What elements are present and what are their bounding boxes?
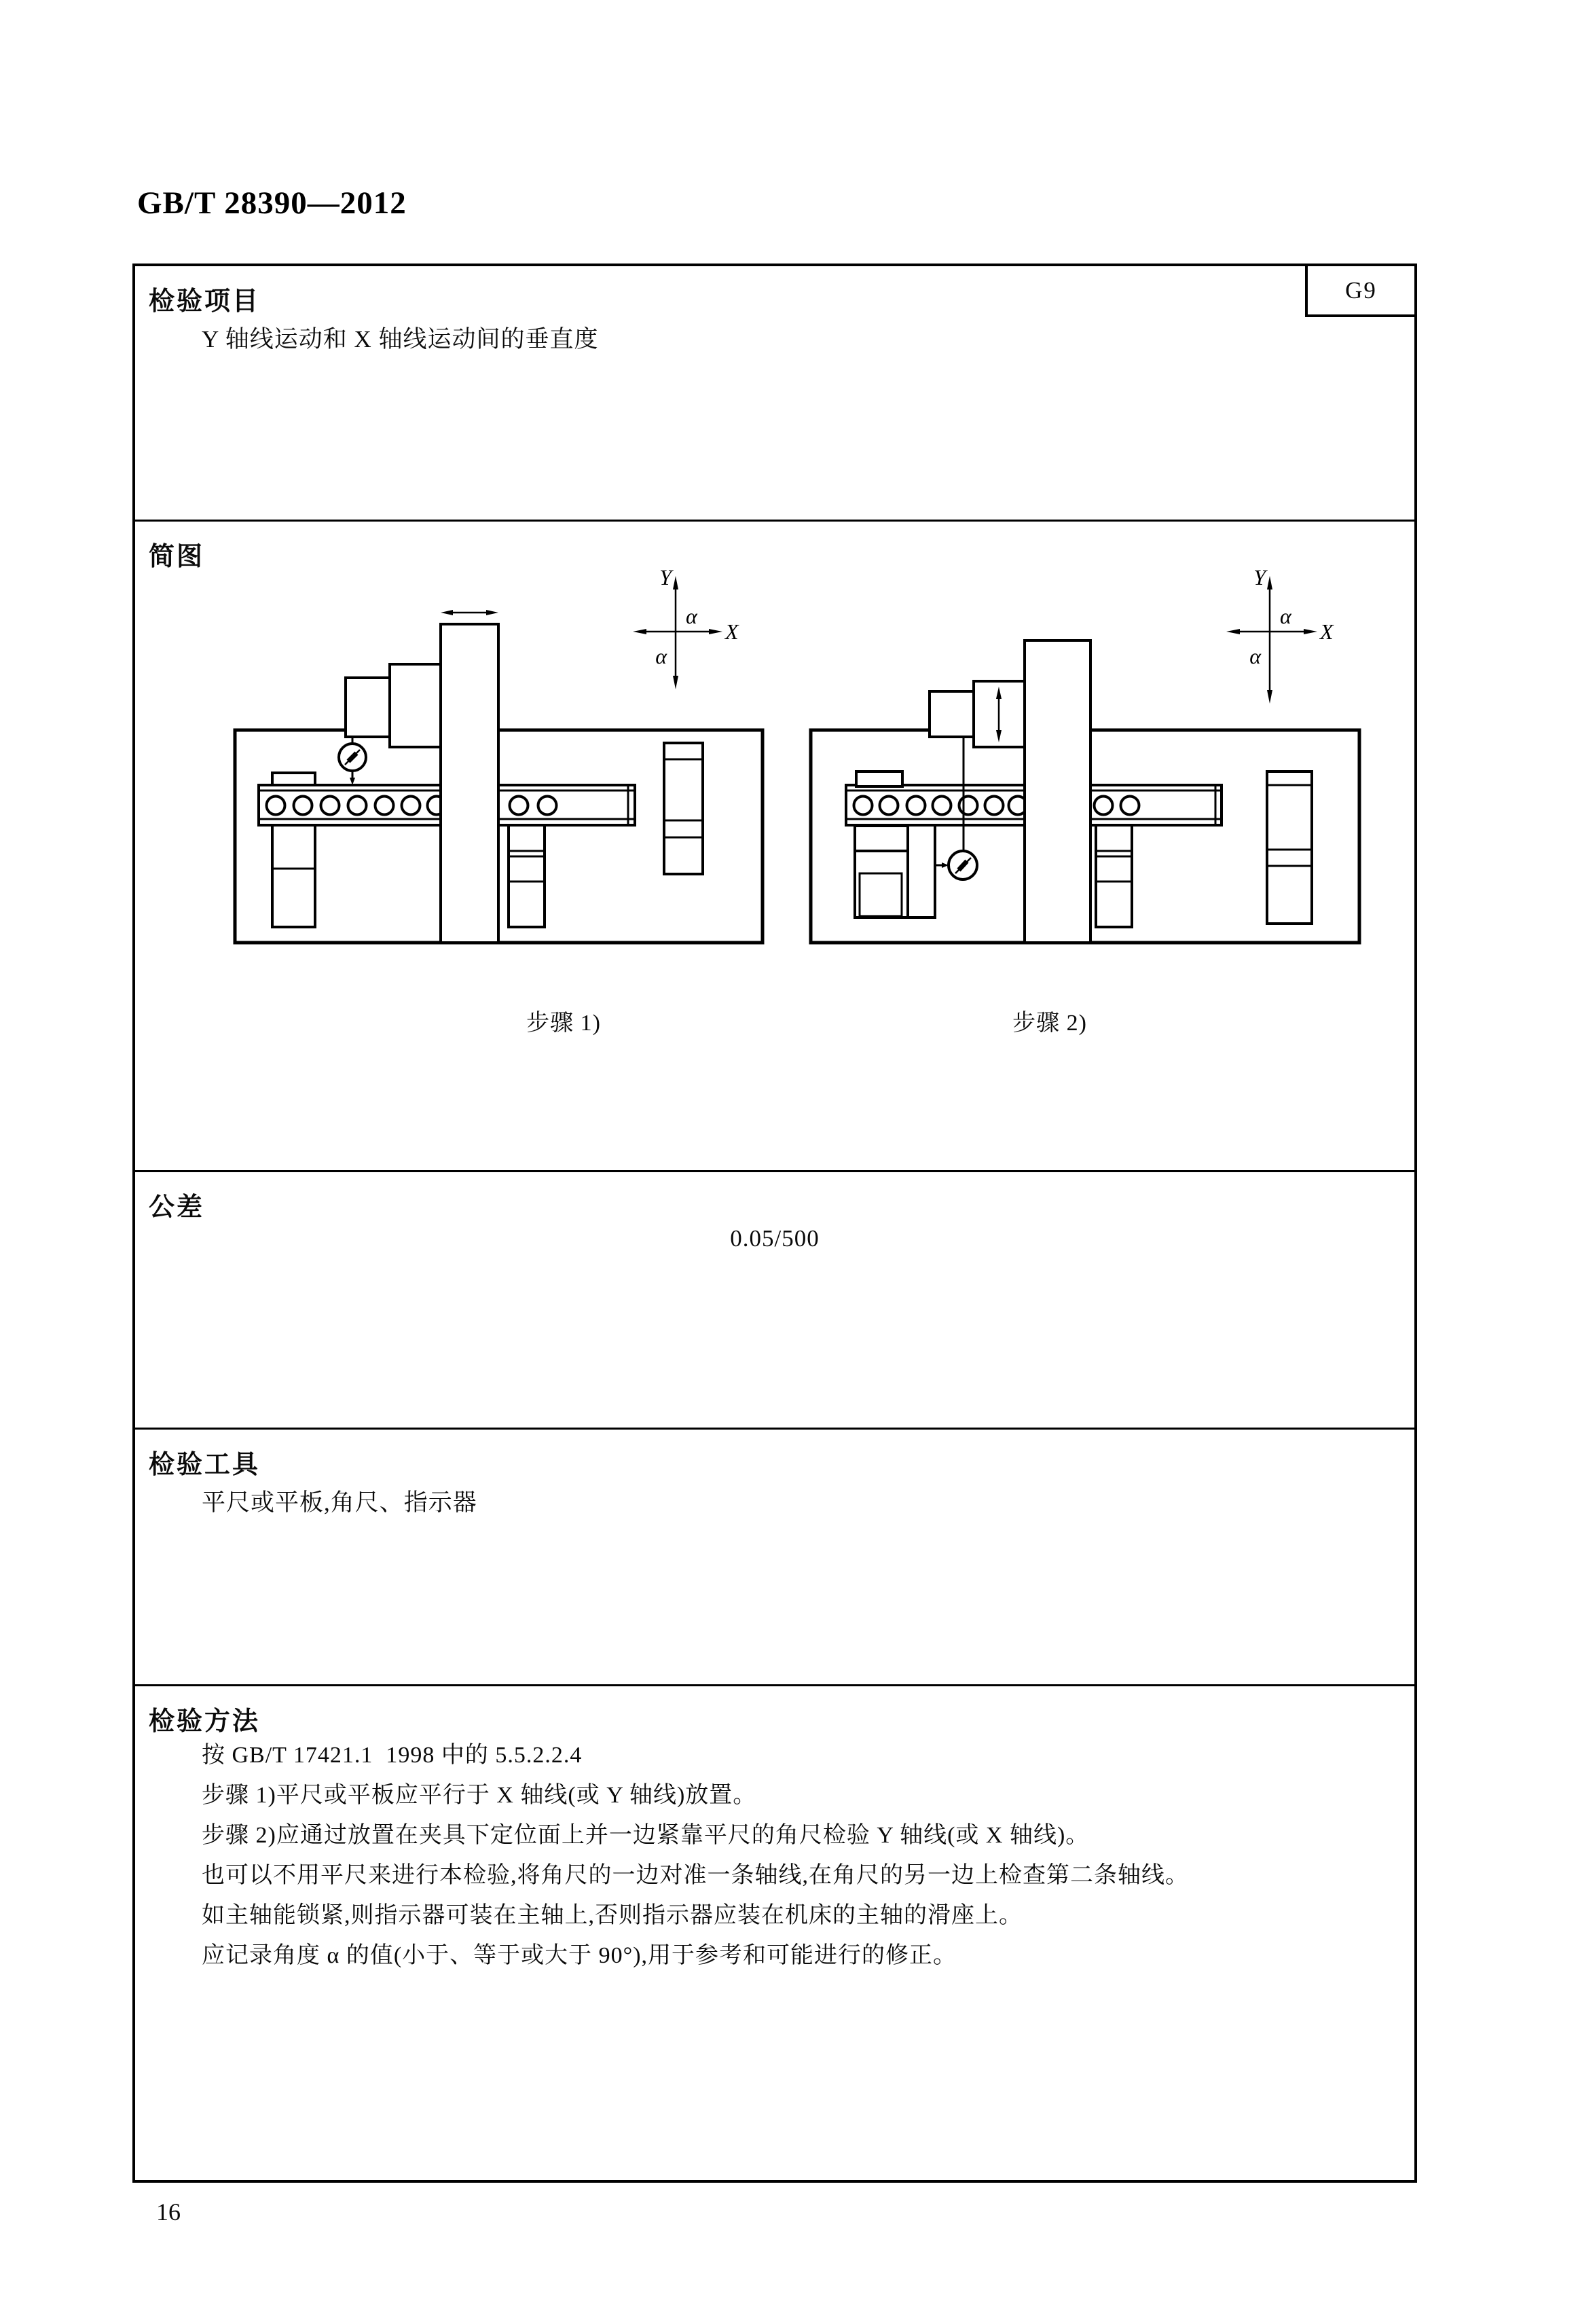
headstock [930,681,1025,747]
y-axis-label: Y [1253,566,1266,589]
bar-holes-right [510,797,557,815]
tolerance-label: 公差 [149,1193,205,1222]
method-lines [202,1735,1394,1976]
alpha-label-lower: α [1249,644,1261,668]
left-support-leg [272,825,315,927]
bar-top-block [272,773,315,785]
column [1025,640,1090,943]
axis-cross [1226,566,1334,704]
method-line: 按 GB/T 17421.1 1998 中的 5.5.2.2.4 [202,1743,583,1768]
column [441,624,498,943]
inspection-item-text: Y 轴线运动和 X 轴线运动间的垂直度 [202,326,599,352]
bar-holes [267,797,446,815]
right-support [664,743,703,874]
bar-holes [854,797,1027,815]
step2-caption: 步骤 2) [1012,1011,1087,1036]
left-support-leg [855,826,909,918]
x-motion-arrow-icon [441,610,498,615]
column-foot-blocks [509,825,545,927]
inspection-item-label: 检验项目 [149,287,261,316]
bar-top-block [856,771,902,786]
tools-text: 平尺或平板,角尺、指示器 [202,1489,477,1516]
tolerance-value: 0.05/500 [730,1225,820,1252]
section-inspection-item [135,266,1414,520]
step2-machine-diagram [797,566,1381,960]
right-support [1267,771,1312,924]
alpha-label-lower: α [655,644,667,668]
method-line: 步骤 1)平尺或平板应平行于 X 轴线(或 Y 轴线)放置。 [202,1783,757,1808]
axis-cross [633,566,739,689]
alpha-label-upper: α [686,604,697,628]
step1-machine-diagram [227,566,790,960]
section-tolerance [135,1170,1414,1428]
item-code: G9 [1345,276,1377,304]
method-line: 如主轴能锁紧,则指示器可装在主轴上,否则指示器应装在机床的主轴的滑座上。 [202,1903,1023,1928]
dial-indicator-icon [339,737,366,785]
method-line: 应记录角度 α 的值(小于、等于或大于 90°),用于参考和可能进行的修正。 [202,1943,957,1968]
dial-indicator-icon [936,737,977,879]
diagram-label: 简图 [149,543,205,571]
section-tools [135,1428,1414,1684]
method-line: 也可以不用平尺来进行本检验,将角尺的一边对准一条轴线,在角尺的另一边上检查第二条轴线。 [202,1863,1189,1888]
alpha-label-upper: α [1280,604,1291,628]
section-method [135,1684,1414,2180]
method-label: 检验方法 [149,1707,261,1736]
column-foot-blocks [1096,825,1132,927]
y-axis-label: Y [659,566,672,589]
x-axis-label: X [725,619,739,644]
headstock [346,664,441,747]
angle-square-plate [908,825,935,918]
tools-label: 检验工具 [149,1451,261,1479]
page-number: 16 [156,2198,181,2226]
x-axis-label: X [1320,619,1334,644]
section-diagram [135,520,1414,1170]
inspection-table [132,264,1417,2183]
bar-holes-right [1095,797,1139,815]
doc-number: GB/T 28390—2012 [137,185,407,221]
step1-caption: 步骤 1) [526,1011,601,1036]
method-line: 步骤 2)应通过放置在夹具下定位面上并一边紧靠平尺的角尺检验 Y 轴线(或 X 轴线)。 [202,1823,1090,1848]
